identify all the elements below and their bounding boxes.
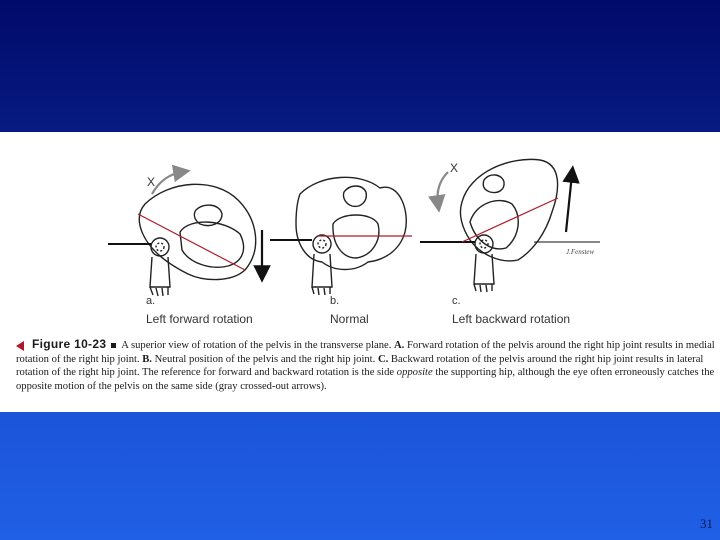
- caption-square-icon: [111, 343, 116, 348]
- panel-c-drawing: [420, 159, 600, 292]
- caption-a-text: Forward rotation of the pelvis around the right hip joint results in medial rotation of the right hip joint.: [16, 340, 715, 365]
- artist-signature: J.Fenstew: [566, 248, 595, 256]
- caption-b-letter: B.: [142, 353, 152, 365]
- panel-c-label: Left backward rotation: [452, 312, 571, 326]
- caption-c-text: Backward rotation of the pelvis around the right hip joint results in lateral rotation of the right hip joint. The reference for forward and backward rotation is the side: [16, 353, 704, 379]
- figure-caption: [16, 338, 716, 393]
- caption-a-letter: A.: [394, 340, 405, 351]
- cross-mark-c: X: [450, 161, 459, 175]
- slide-background-lower: [0, 412, 720, 540]
- caption-closing: the supporting hip, although the eye often erroneously catches the opposite motion of the pelvis on the same side (gray crossed-out arrows).: [16, 367, 715, 392]
- caption-triangle-icon: [16, 341, 24, 351]
- cross-mark-a: X: [147, 175, 156, 189]
- caption-emphasis: opposite: [396, 367, 433, 379]
- panel-c-letter: c.: [452, 295, 461, 307]
- caption-c-letter: C.: [377, 353, 389, 365]
- panel-b-label: Normal: [330, 312, 369, 326]
- pelvis-rotation-diagram: [0, 132, 720, 332]
- caption-intro: A superior view of rotation of the pelvis in the transverse plane.: [121, 340, 392, 351]
- figure-panel: [0, 132, 720, 412]
- panel-b-drawing: [270, 177, 412, 295]
- panel-a-letter: a.: [146, 295, 156, 307]
- panel-b-letter: b.: [330, 295, 340, 307]
- panel-a-label: Left forward rotation: [146, 312, 253, 326]
- figure-number: Figure 10-23: [32, 337, 107, 351]
- panel-a-drawing: [108, 172, 262, 296]
- slide-number: 31: [700, 516, 713, 531]
- caption-b-text: Neutral position of the pelvis and the right hip joint.: [154, 353, 376, 365]
